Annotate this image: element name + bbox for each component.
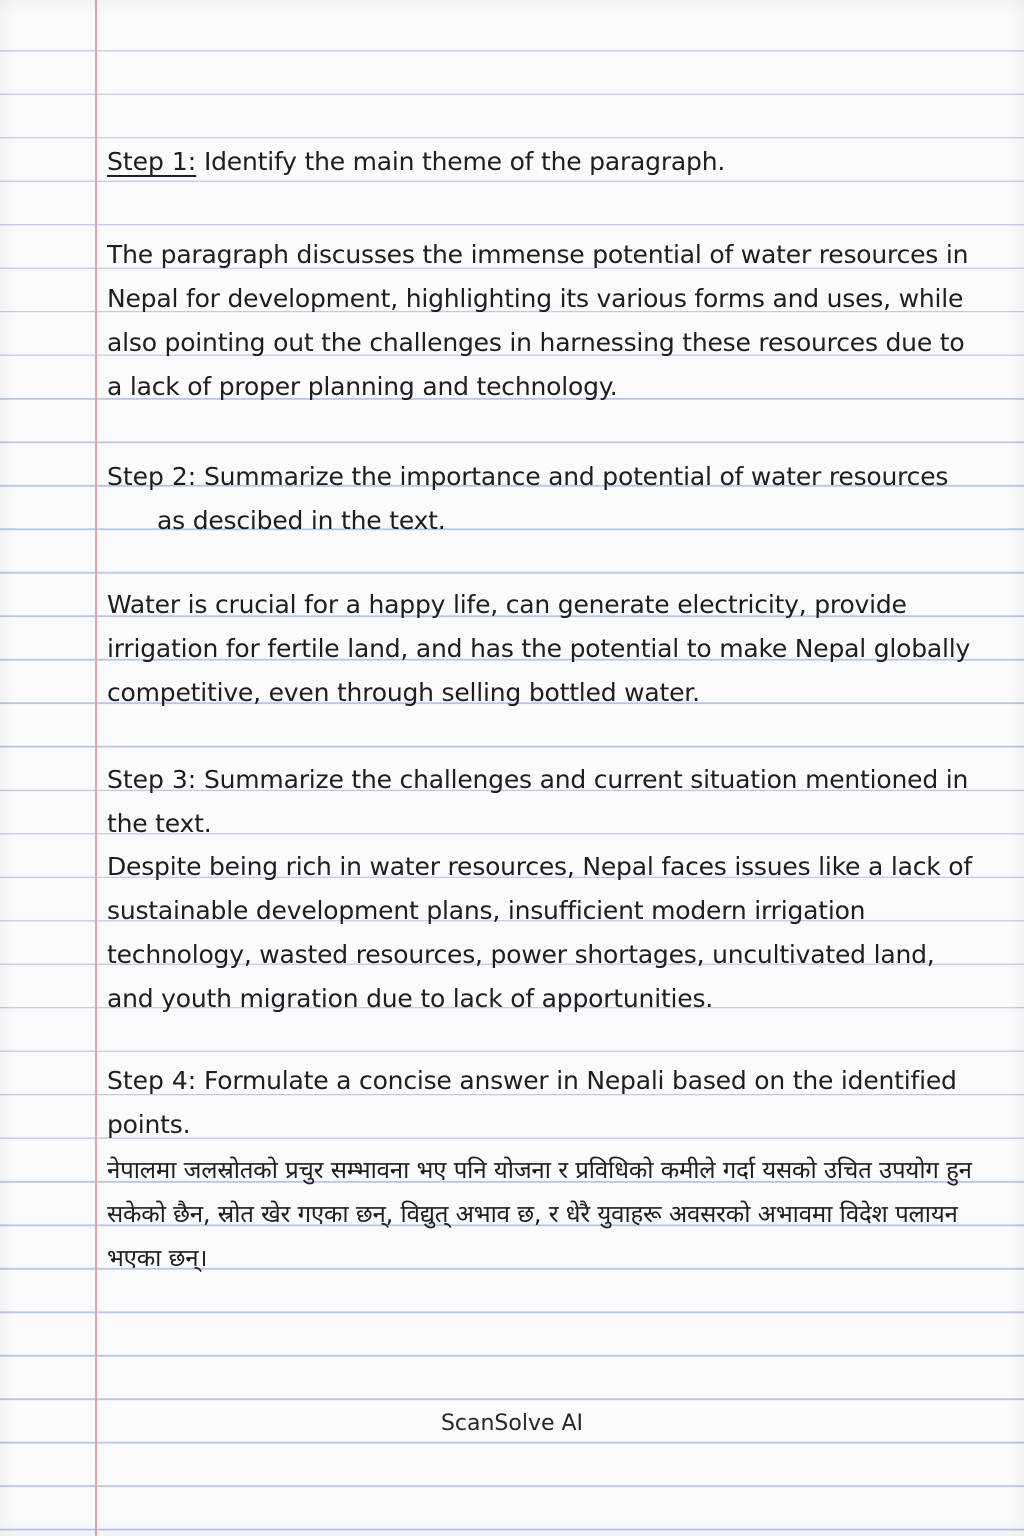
footer-brand: ScanSolve AI <box>440 1411 584 1436</box>
step-2-title-continued: as descibed in the text. <box>157 506 446 535</box>
step-4-heading <box>107 1059 987 1147</box>
step-1-heading <box>107 140 987 184</box>
step-1-label: Step 1: <box>107 147 197 176</box>
step-1-title: Identify the main theme of the paragraph. <box>203 147 726 176</box>
step-4-label: Step 4: <box>107 1066 197 1095</box>
step-2-label: Step 2: <box>107 462 197 491</box>
step-3-label: Step 3: <box>107 765 197 794</box>
step-4-title: Formulate a concise answer in Nepali based on the identified points. <box>107 1066 957 1139</box>
step-2-body: Water is crucial for a happy life, can generate electricity, provide irrigation for fertile land, and has the potential to make Nepal globally competitive, even through selling bottled water. <box>107 590 971 707</box>
step-2-heading <box>107 455 987 543</box>
step-3-heading <box>107 758 987 846</box>
step-3-title: Summarize the challenges and current situation mentioned in the text. <box>107 765 969 838</box>
step-1-body: The paragraph discusses the immense potential of water resources in Nepal for development, highlighting its various forms and uses, while also pointing out the challenges in harnessing these resources due to a lack of proper planning and technology. <box>107 240 969 401</box>
step-2-title: Summarize the importance and potential of water resources <box>203 462 949 491</box>
step-3-body: Despite being rich in water resources, Nepal faces issues like a lack of sustainable development plans, insufficient modern irrigation technology, wasted resources, power shortages, uncultivated land, and youth migration due to lack of apportunities. <box>107 852 972 1013</box>
step-4-nepali-answer: नेपालमा जलस्रोतको प्रचुर सम्भावना भए पनि योजना र प्रविधिको कमीले गर्दा यसको उचित उपयोग हुन सकेको छैन, स्रोत खेर गएका छन्, विद्युत् अभाव छ, र धेरै युवाहरू अवसरको अभावमा विदेश पलायन भएका छन्। <box>107 1156 972 1272</box>
